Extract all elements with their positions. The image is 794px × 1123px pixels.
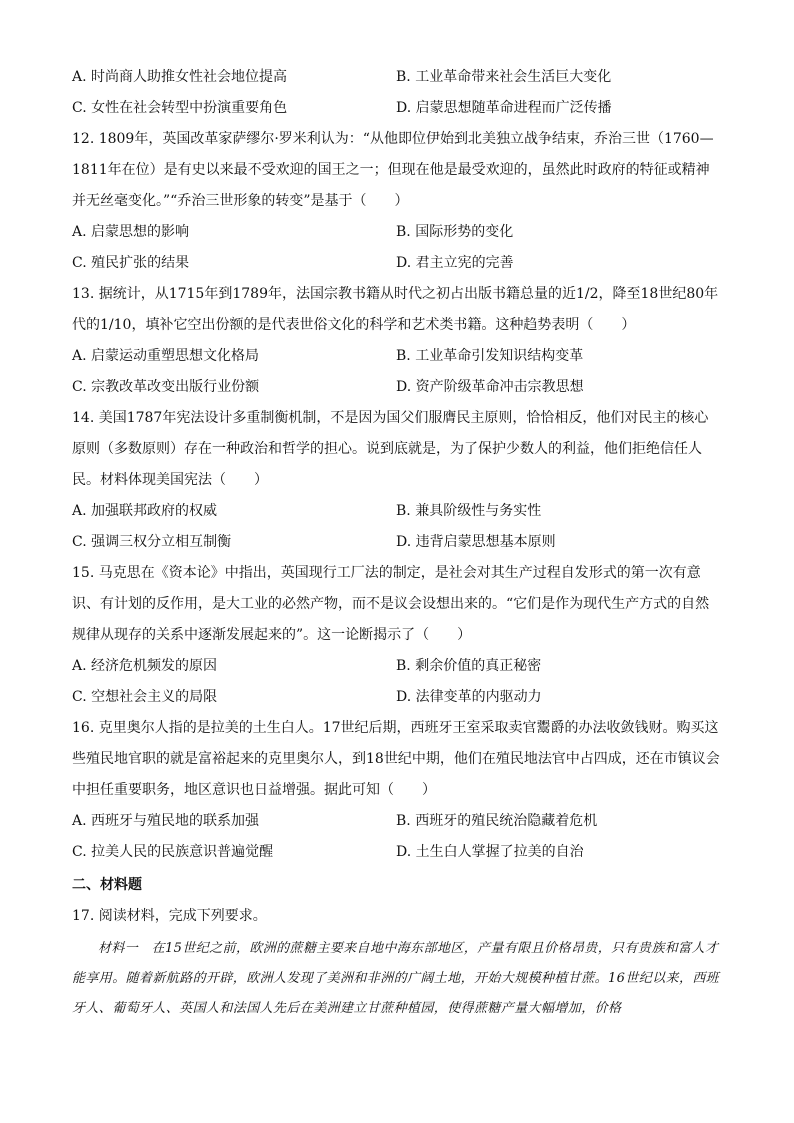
q17-material-1: 材料一 在15世纪之前，欧洲的蔗糖主要来自地中海东部地区，产量有限且价格昂贵，只有贵族和富人才能享用。随着新航路的开辟，欧洲人发现了美洲和非洲的广阔土地，开始大规模种植甘蔗。16世纪以来，西班牙人、葡萄牙人、英国人和法国人先后在美洲建立甘蔗种植园，使得蔗糖产量大幅增加，价格 — [72, 941, 720, 1016]
q15-option-a[interactable]: A. 经济危机频发的原因 — [72, 658, 218, 674]
q11-option-c[interactable]: C. 女性在社会转型中扮演重要角色 — [72, 100, 288, 116]
exam-page — [72, 62, 722, 1024]
q12-options — [72, 217, 722, 279]
q15-option-c[interactable]: C. 空想社会主义的局限 — [72, 689, 218, 705]
q15-option-d[interactable]: D. 法律变革的内驱动力 — [396, 689, 542, 705]
q13-option-d[interactable]: D. 资产阶级革命冲击宗教思想 — [396, 379, 584, 395]
q14-option-d[interactable]: D. 违背启蒙思想基本原则 — [396, 534, 556, 550]
q16-options — [72, 806, 722, 868]
q16-option-a[interactable]: A. 西班牙与殖民地的联系加强 — [72, 813, 260, 829]
q12-option-b[interactable]: B. 国际形势的变化 — [396, 224, 514, 240]
q12-option-a[interactable]: A. 启蒙思想的影响 — [72, 224, 190, 240]
q13-option-b[interactable]: B. 工业革命引发知识结构变革 — [396, 348, 584, 364]
q16-option-c[interactable]: C. 拉美人民的民族意识普遍觉醒 — [72, 844, 274, 860]
q17-stem: 17. 阅读材料，完成下列要求。 — [72, 908, 267, 924]
q14-options — [72, 496, 722, 558]
q11-option-a[interactable]: A. 时尚商人助推女性社会地位提高 — [72, 69, 288, 85]
q15-options — [72, 651, 722, 713]
q12-stem: 12. 1809年，英国改革家萨缪尔·罗米利认为：“从他即位伊始到北美独立战争结束，乔治三世（1760—1811年在位）是有史以来最不受欢迎的国王之一；但现在他是最受欢迎的，虽然此时政府的特征或精神并无丝毫变化。”“乔治三世形象的转变”是基于（ ） — [72, 131, 714, 209]
q15-stem: 15. 马克思在《资本论》中指出，英国现行工厂法的制定，是社会对其生产过程自发形式的第一次有意识、有计划的反作用，是大工业的必然产物，而不是议会设想出来的。“它们是作为现代生产方式的自然规律从现存的关系中逐渐发展起来的”。这一论断揭示了（ ） — [72, 565, 710, 643]
q14-option-c[interactable]: C. 强调三权分立相互制衡 — [72, 534, 232, 550]
section-heading: 二、材料题 — [72, 877, 142, 893]
q12-option-d[interactable]: D. 君主立宪的完善 — [396, 255, 514, 271]
q16-option-d[interactable]: D. 土生白人掌握了拉美的自治 — [396, 844, 584, 860]
q14-option-a[interactable]: A. 加强联邦政府的权威 — [72, 503, 218, 519]
q13-option-c[interactable]: C. 宗教改革改变出版行业份额 — [72, 379, 260, 395]
q11-options — [72, 62, 722, 124]
q14-stem: 14. 美国1787年宪法设计多重制衡机制，不是因为国父们服膺民主原则，恰恰相反，他们对民主的核心原则（多数原则）存在一种政治和哲学的担心。说到底就是，为了保护少数人的利益，他们拒绝信任人民。材料体现美国宪法（ ） — [72, 410, 709, 488]
q15-option-b[interactable]: B. 剩余价值的真正秘密 — [396, 658, 542, 674]
q14-option-b[interactable]: B. 兼具阶级性与务实性 — [396, 503, 542, 519]
q13-option-a[interactable]: A. 启蒙运动重塑思想文化格局 — [72, 348, 260, 364]
q12-option-c[interactable]: C. 殖民扩张的结果 — [72, 255, 190, 271]
q11-option-d[interactable]: D. 启蒙思想随革命进程而广泛传播 — [396, 100, 612, 116]
q11-option-b[interactable]: B. 工业革命带来社会生活巨大变化 — [396, 69, 612, 85]
q16-stem: 16. 克里奥尔人指的是拉美的土生白人。17世纪后期，西班牙王室采取卖官鬻爵的办法收敛钱财。购买这些殖民地官职的就是富裕起来的克里奥尔人，到18世纪中期，他们在殖民地法官中占四成，还在市镇议会中担任重要职务，地区意识也日益增强。据此可知（ ） — [72, 720, 720, 798]
q13-stem: 13. 据统计，从1715年到1789年，法国宗教书籍从时代之初占出版书籍总量的近1/2，降至18世纪80年代的1/10，填补它空出份额的是代表世俗文化的科学和艺术类书籍。这种趋势表明（ ） — [72, 286, 719, 333]
q13-options — [72, 341, 722, 403]
q16-option-b[interactable]: B. 西班牙的殖民统治隐藏着危机 — [396, 813, 598, 829]
